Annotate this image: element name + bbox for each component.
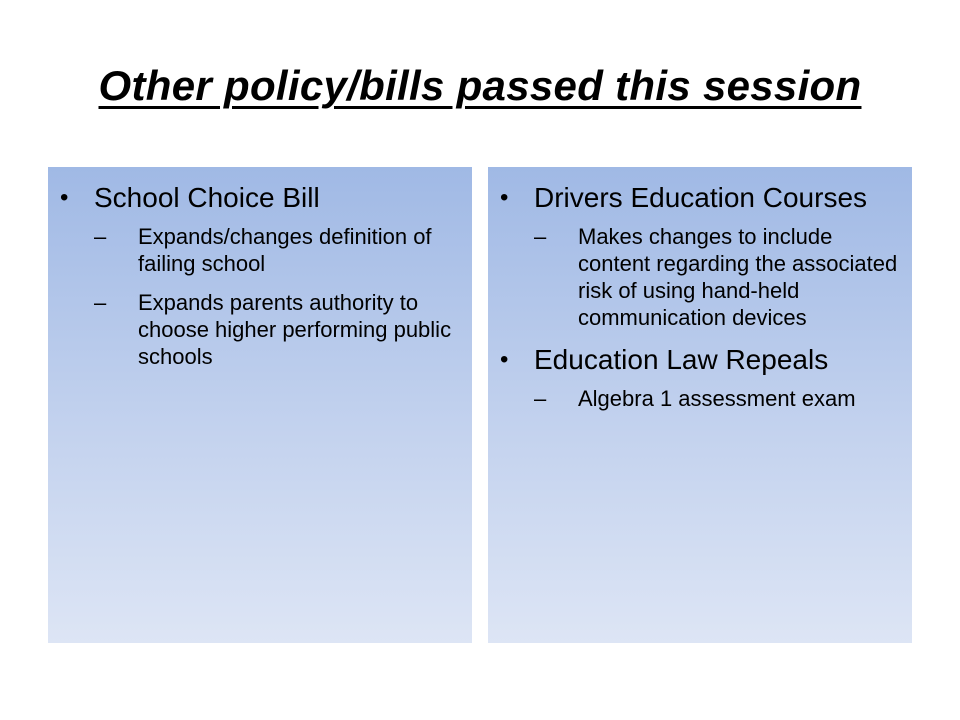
bullet-icon: •: [500, 346, 509, 373]
bullet-label: Drivers Education Courses: [534, 182, 868, 213]
dash-icon: –: [534, 386, 547, 411]
sub-bullet-text: Makes changes to include content regarding the associated risk of using hand-held communication devices: [578, 224, 898, 330]
sub-bullet-text: Algebra 1 assessment exam: [578, 386, 856, 411]
sub-bullet-item: [534, 223, 898, 331]
bullet-label: School Choice Bill: [94, 182, 320, 213]
bullet-drivers-education: [488, 181, 898, 331]
left-bullet-list: [48, 181, 458, 370]
bullet-icon: •: [500, 184, 509, 211]
sub-bullet-list: [534, 385, 898, 412]
sub-bullet-item: [94, 223, 458, 277]
dash-icon: –: [534, 224, 547, 249]
dash-icon: –: [94, 290, 107, 315]
left-content-panel: [48, 167, 472, 643]
bullet-icon: •: [60, 184, 69, 211]
sub-bullet-item: [534, 385, 898, 412]
dash-icon: –: [94, 224, 107, 249]
right-bullet-list: [488, 181, 898, 412]
sub-bullet-list: [94, 223, 458, 370]
sub-bullet-text: Expands/changes definition of failing school: [138, 224, 432, 276]
bullet-label: Education Law Repeals: [534, 344, 829, 375]
right-content-panel: [488, 167, 912, 643]
sub-bullet-list: [534, 223, 898, 331]
sub-bullet-item: [94, 289, 458, 370]
bullet-education-law-repeals: [488, 343, 898, 412]
bullet-school-choice-bill: [48, 181, 458, 370]
slide-title: Other policy/bills passed this session: [98, 62, 862, 109]
sub-bullet-text: Expands parents authority to choose higher performing public schools: [138, 290, 452, 369]
